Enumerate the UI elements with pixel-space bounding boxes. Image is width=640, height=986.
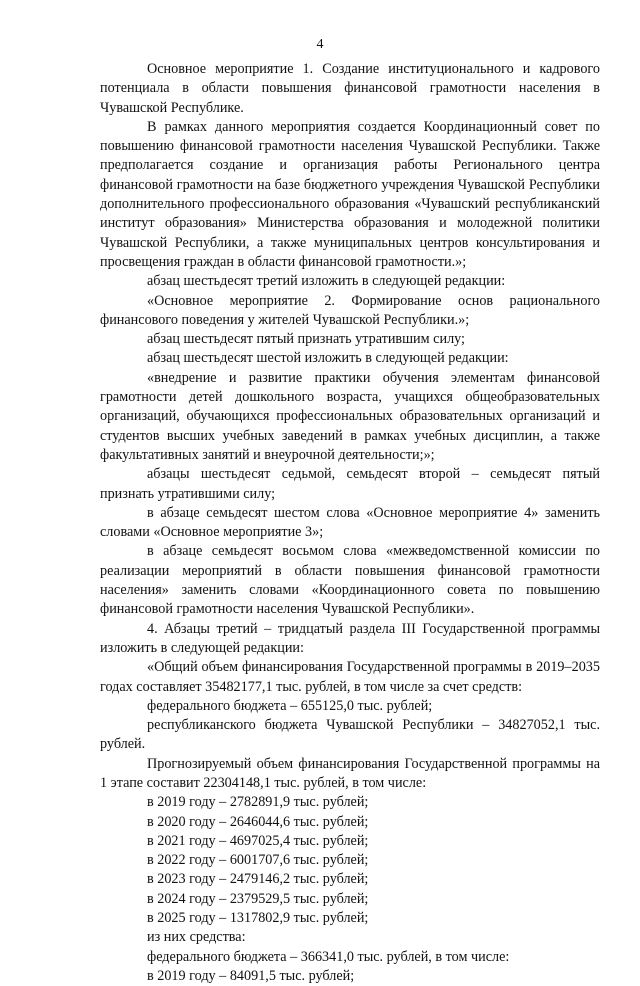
- paragraph: в абзаце семьдесят восьмом слова «межведомственной комиссии по реализации мероприятий в области повышения финансовой грамотности населения» заменить словами «Координационного совета по повышению финансовой грамотности населения Чувашской Республики».: [100, 543, 600, 618]
- document-body: [100, 60, 600, 986]
- paragraph: в 2023 году – 2479146,2 тыс. рублей;: [147, 871, 369, 888]
- paragraph: «Основное мероприятие 2. Формирование основ рационального финансового поведения у жителей Чувашской Республики.»;: [100, 292, 600, 328]
- paragraph: абзац шестьдесят шестой изложить в следующей редакции:: [147, 350, 509, 367]
- paragraph: в 2021 году – 4697025,4 тыс. рублей;: [147, 832, 369, 849]
- paragraph: 4. Абзацы третий – тридцатый раздела III Государственной программы изложить в следующей редакции:: [100, 620, 600, 656]
- paragraph: Основное мероприятие 1. Создание институционального и кадрового потенциала в области повышения финансовой грамотности населения в Чувашской Республике.: [100, 61, 600, 116]
- page-number: 4: [316, 37, 324, 52]
- paragraph: из них средства:: [147, 929, 246, 946]
- paragraph: республиканского бюджета Чувашской Республики – 34827052,1 тыс. рублей.: [100, 717, 600, 753]
- paragraph: в 2025 году – 1317802,9 тыс. рублей;: [147, 910, 369, 927]
- paragraph: В рамках данного мероприятия создается Координационный совет по повышению финансовой грамотности населения Чувашской Республики. Также предполагается создание и организация работы Регионального центра финансовой грамотности на базе бюджетного учреждения Чувашской Республики дополнительного профессионального образования «Чувашский республиканский институт образования» Министерства образования и молодежной политики Чувашской Республики, а также муниципальных центров консультирования и просвещения граждан в области финансовой грамотности.»;: [100, 118, 600, 270]
- paragraph: абзац шестьдесят третий изложить в следующей редакции:: [147, 273, 506, 290]
- paragraph: в 2024 году – 2379529,5 тыс. рублей;: [147, 890, 369, 907]
- paragraph: в абзаце семьдесят шестом слова «Основное мероприятие 4» заменить словами «Основное мероприятие 3»;: [100, 504, 600, 541]
- paragraph: абзац шестьдесят пятый признать утратившим силу;: [147, 331, 465, 348]
- paragraph: федерального бюджета – 655125,0 тыс. рублей;: [147, 697, 433, 714]
- paragraph: в 2019 году – 2782891,9 тыс. рублей;: [147, 794, 369, 811]
- paragraph: в 2020 году – 2646044,6 тыс. рублей;: [147, 813, 369, 830]
- paragraph: «внедрение и развитие практики обучения элементам финансовой грамотности детей дошкольного возраста, учащихся общеобразовательных организаций, обучающихся профессиональных образовательных организаций и студентов высших учебных заведений в рамках учебных дисциплин, а также факультативных занятий и внеурочной деятельности;»;: [100, 369, 600, 463]
- paragraph: Прогнозируемый объем финансирования Государственной программы на 1 этапе составит 22304148,1 тыс. рублей, в том числе:: [100, 755, 600, 791]
- paragraph: в 2019 году – 84091,5 тыс. рублей;: [147, 967, 355, 984]
- paragraph: федерального бюджета – 366341,0 тыс. рублей, в том числе:: [147, 948, 510, 965]
- paragraph: абзацы шестьдесят седьмой, семьдесят второй – семьдесят пятый признать утратившими силу;: [100, 466, 600, 502]
- paragraph: в 2022 году – 6001707,6 тыс. рублей;: [147, 852, 369, 869]
- paragraph: «Общий объем финансирования Государственной программы в 2019–2035 годах составляет 35482177,1 тыс. рублей, в том числе за счет средств:: [100, 659, 600, 695]
